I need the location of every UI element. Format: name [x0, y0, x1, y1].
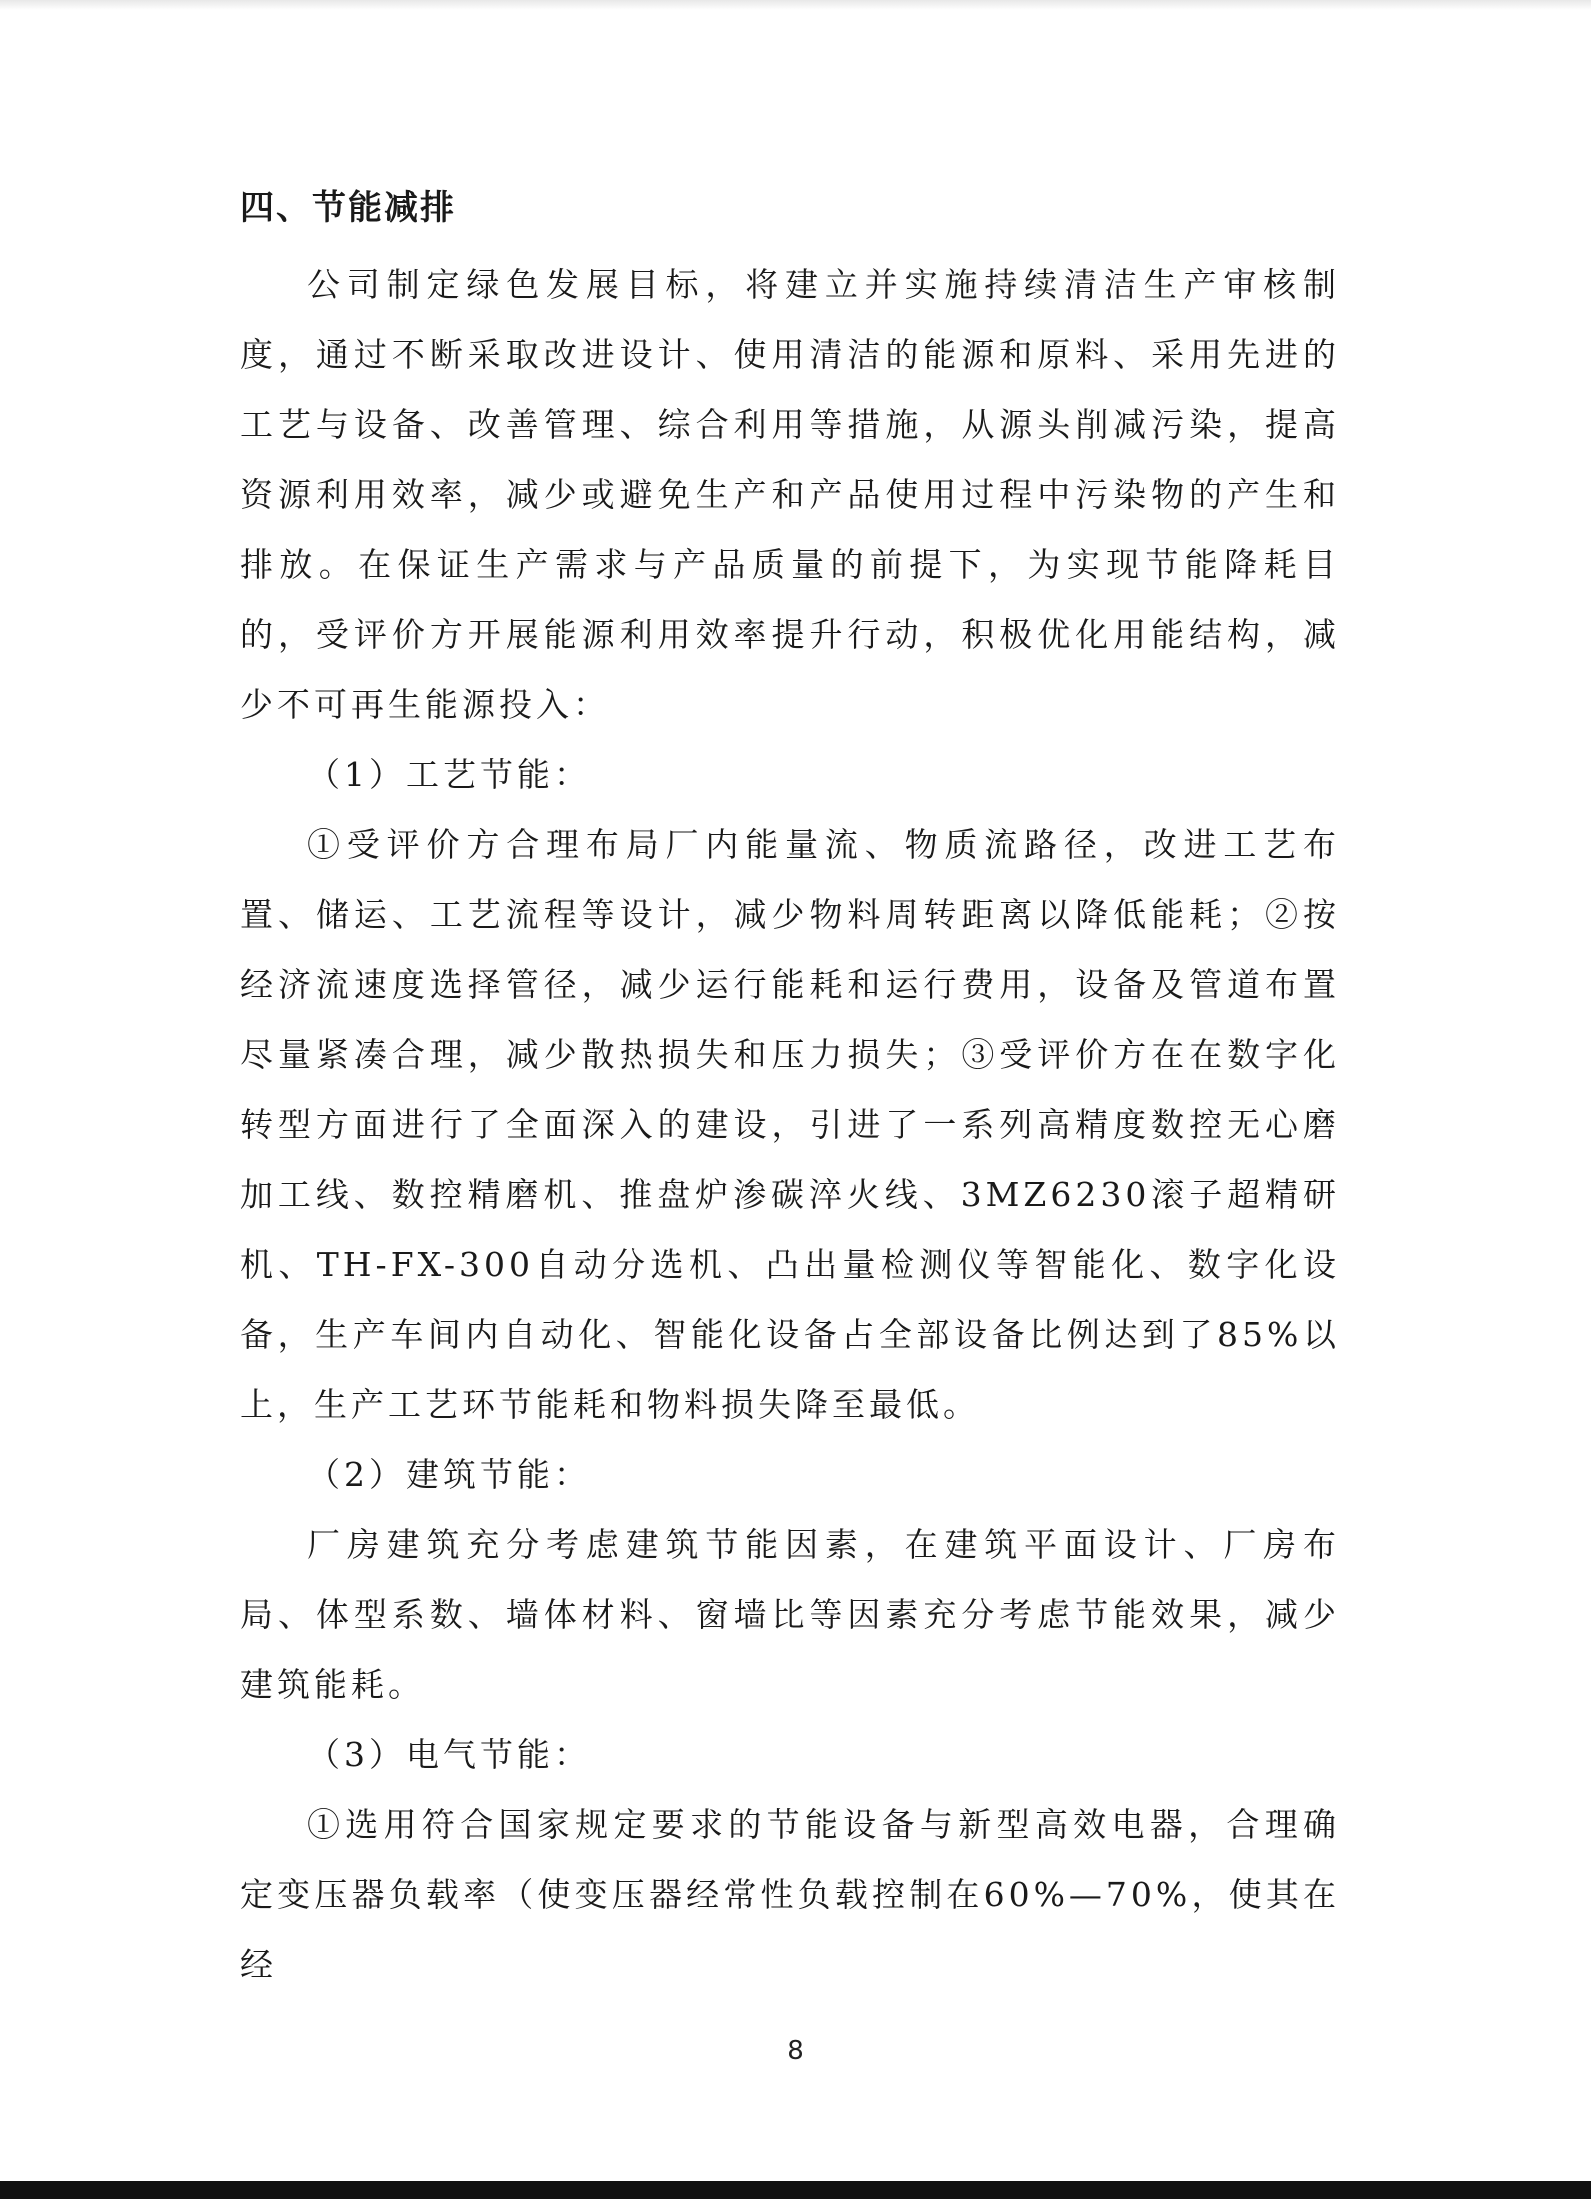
subsection-title-building: （2）建筑节能： — [307, 1455, 591, 1494]
document-body — [240, 176, 1340, 2000]
scan-bottom-edge — [0, 2181, 1591, 2199]
subsection-body-process: ①受评价方合理布局厂内能量流、物质流路径，改进工艺布置、储运、工艺流程等设计，减少物料周转距离以降低能耗；②按经济流速度选择管径，减少运行能耗和运行费用，设备及管道布置尽量紧凑合理，减少散热损失和压力损失；③受评价方在在数字化转型方面进行了全面深入的建设，引进了一系列高精度数控无心磨加工线、数控精磨机、推盘炉渗碳淬火线、3MZ6230滚子超精研机、TH-FX-300自动分选机、凸出量检测仪等智能化、数字化设备，生产车间内自动化、智能化设备占全部设备比例达到了85%以上，生产工艺环节能耗和物料损失降至最低。 — [240, 825, 1340, 1424]
section-intro-paragraph: 公司制定绿色发展目标，将建立并实施持续清洁生产审核制度，通过不断采取改进设计、使用清洁的能源和原料、采用先进的工艺与设备、改善管理、综合利用等措施，从源头削减污染，提高资源利用效率，减少或避免生产和产品使用过程中污染物的产生和排放。在保证生产需求与产品质量的前提下，为实现节能降耗目的，受评价方开展能源利用效率提升行动，积极优化用能结构，减少不可再生能源投入： — [240, 265, 1340, 724]
subsection-body-electrical: ①选用符合国家规定要求的节能设备与新型高效电器，合理确定变压器负载率（使变压器经常性负载控制在60%—70%，使其在经 — [240, 1805, 1340, 1984]
page-number: 8 — [787, 2036, 804, 2066]
subsection-body-building: 厂房建筑充分考虑建筑节能因素，在建筑平面设计、厂房布局、体型系数、墙体材料、窗墙比等因素充分考虑节能效果，减少建筑能耗。 — [240, 1525, 1340, 1704]
section-heading: 四、节能减排 — [240, 188, 456, 228]
subsection-title-electrical: （3）电气节能： — [307, 1735, 591, 1774]
scan-top-edge — [0, 0, 1591, 10]
subsection-title-process: （1）工艺节能： — [307, 755, 591, 794]
